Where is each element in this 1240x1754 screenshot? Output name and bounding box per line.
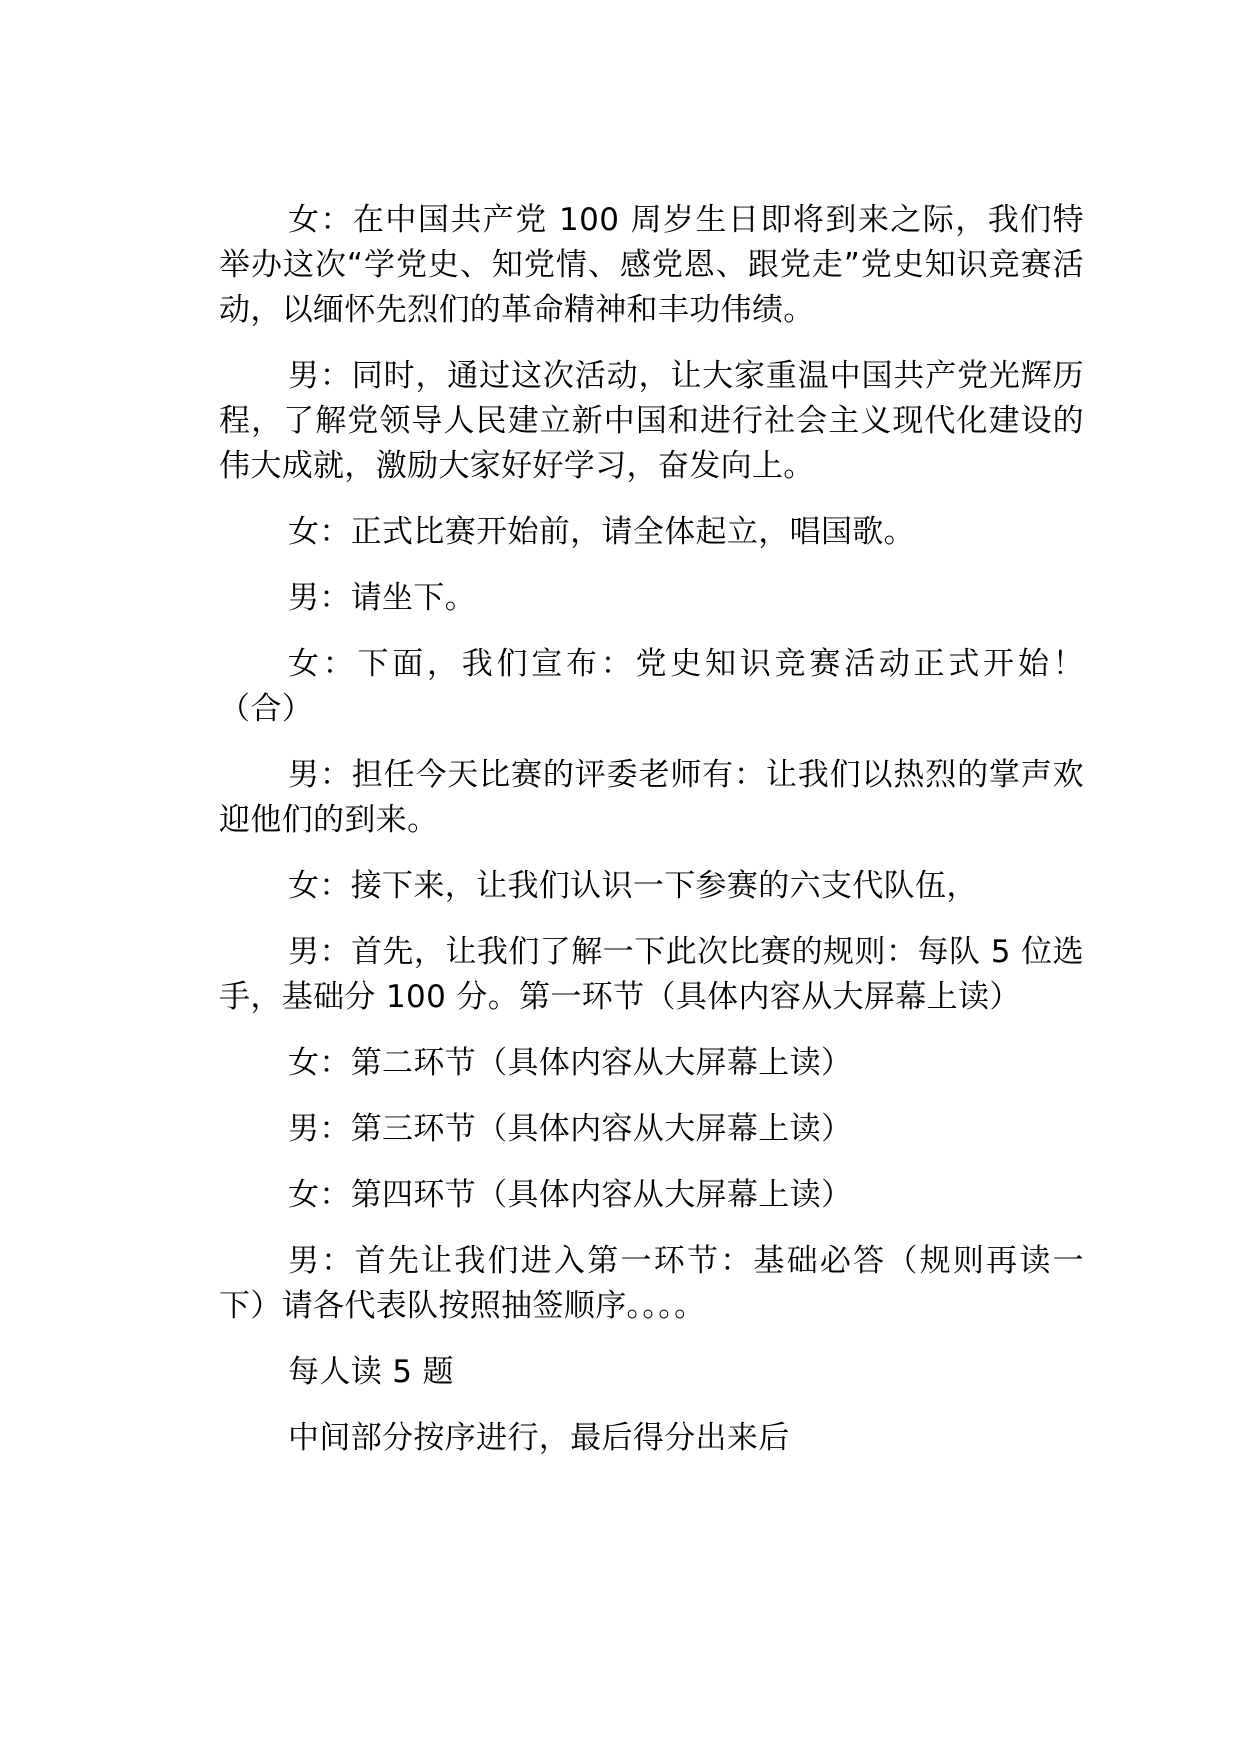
paragraph-7: 女：接下来，让我们认识一下参赛的六支代队伍， <box>288 868 978 904</box>
paragraph-8: 男：首先，让我们了解一下此次比赛的规则：每队 5 位选手，基础分 100 分。第一环节（具体内容从大屏幕上读） <box>219 934 1084 1015</box>
paragraph-9: 女：第二环节（具体内容从大屏幕上读） <box>288 1045 853 1081</box>
paragraph-14: 中间部分按序进行，最后得分出来后 <box>288 1420 790 1456</box>
paragraph-10: 男：第三环节（具体内容从大屏幕上读） <box>288 1111 853 1147</box>
paragraph-6: 男：担任今天比赛的评委老师有：让我们以热烈的掌声欢迎他们的到来。 <box>219 757 1084 838</box>
paragraph-4: 男：请坐下。 <box>288 580 477 616</box>
document-body <box>219 198 1084 1482</box>
paragraph-2: 男：同时，通过这次活动，让大家重温中国共产党光辉历程，了解党领导人民建立新中国和进行社会主义现代化建设的伟大成就，激励大家好好学习，奋发向上。 <box>219 358 1084 484</box>
paragraph-3: 女：正式比赛开始前，请全体起立，唱国歌。 <box>288 514 915 550</box>
paragraph-12: 男：首先让我们进入第一环节：基础必答（规则再读一下）请各代表队按照抽签顺序。。。。 <box>219 1243 1084 1324</box>
paragraph-1: 女：在中国共产党 100 周岁生日即将到来之际，我们特举办这次“学党史、知党情、感党恩、跟党走”党史知识竞赛活动，以缅怀先烈们的革命精神和丰功伟绩。 <box>219 202 1084 328</box>
paragraph-5: 女：下面，我们宣布：党史知识竞赛活动正式开始！（合） <box>219 646 1084 727</box>
paragraph-11: 女：第四环节（具体内容从大屏幕上读） <box>288 1177 853 1213</box>
paragraph-13: 每人读 5 题 <box>288 1354 454 1390</box>
